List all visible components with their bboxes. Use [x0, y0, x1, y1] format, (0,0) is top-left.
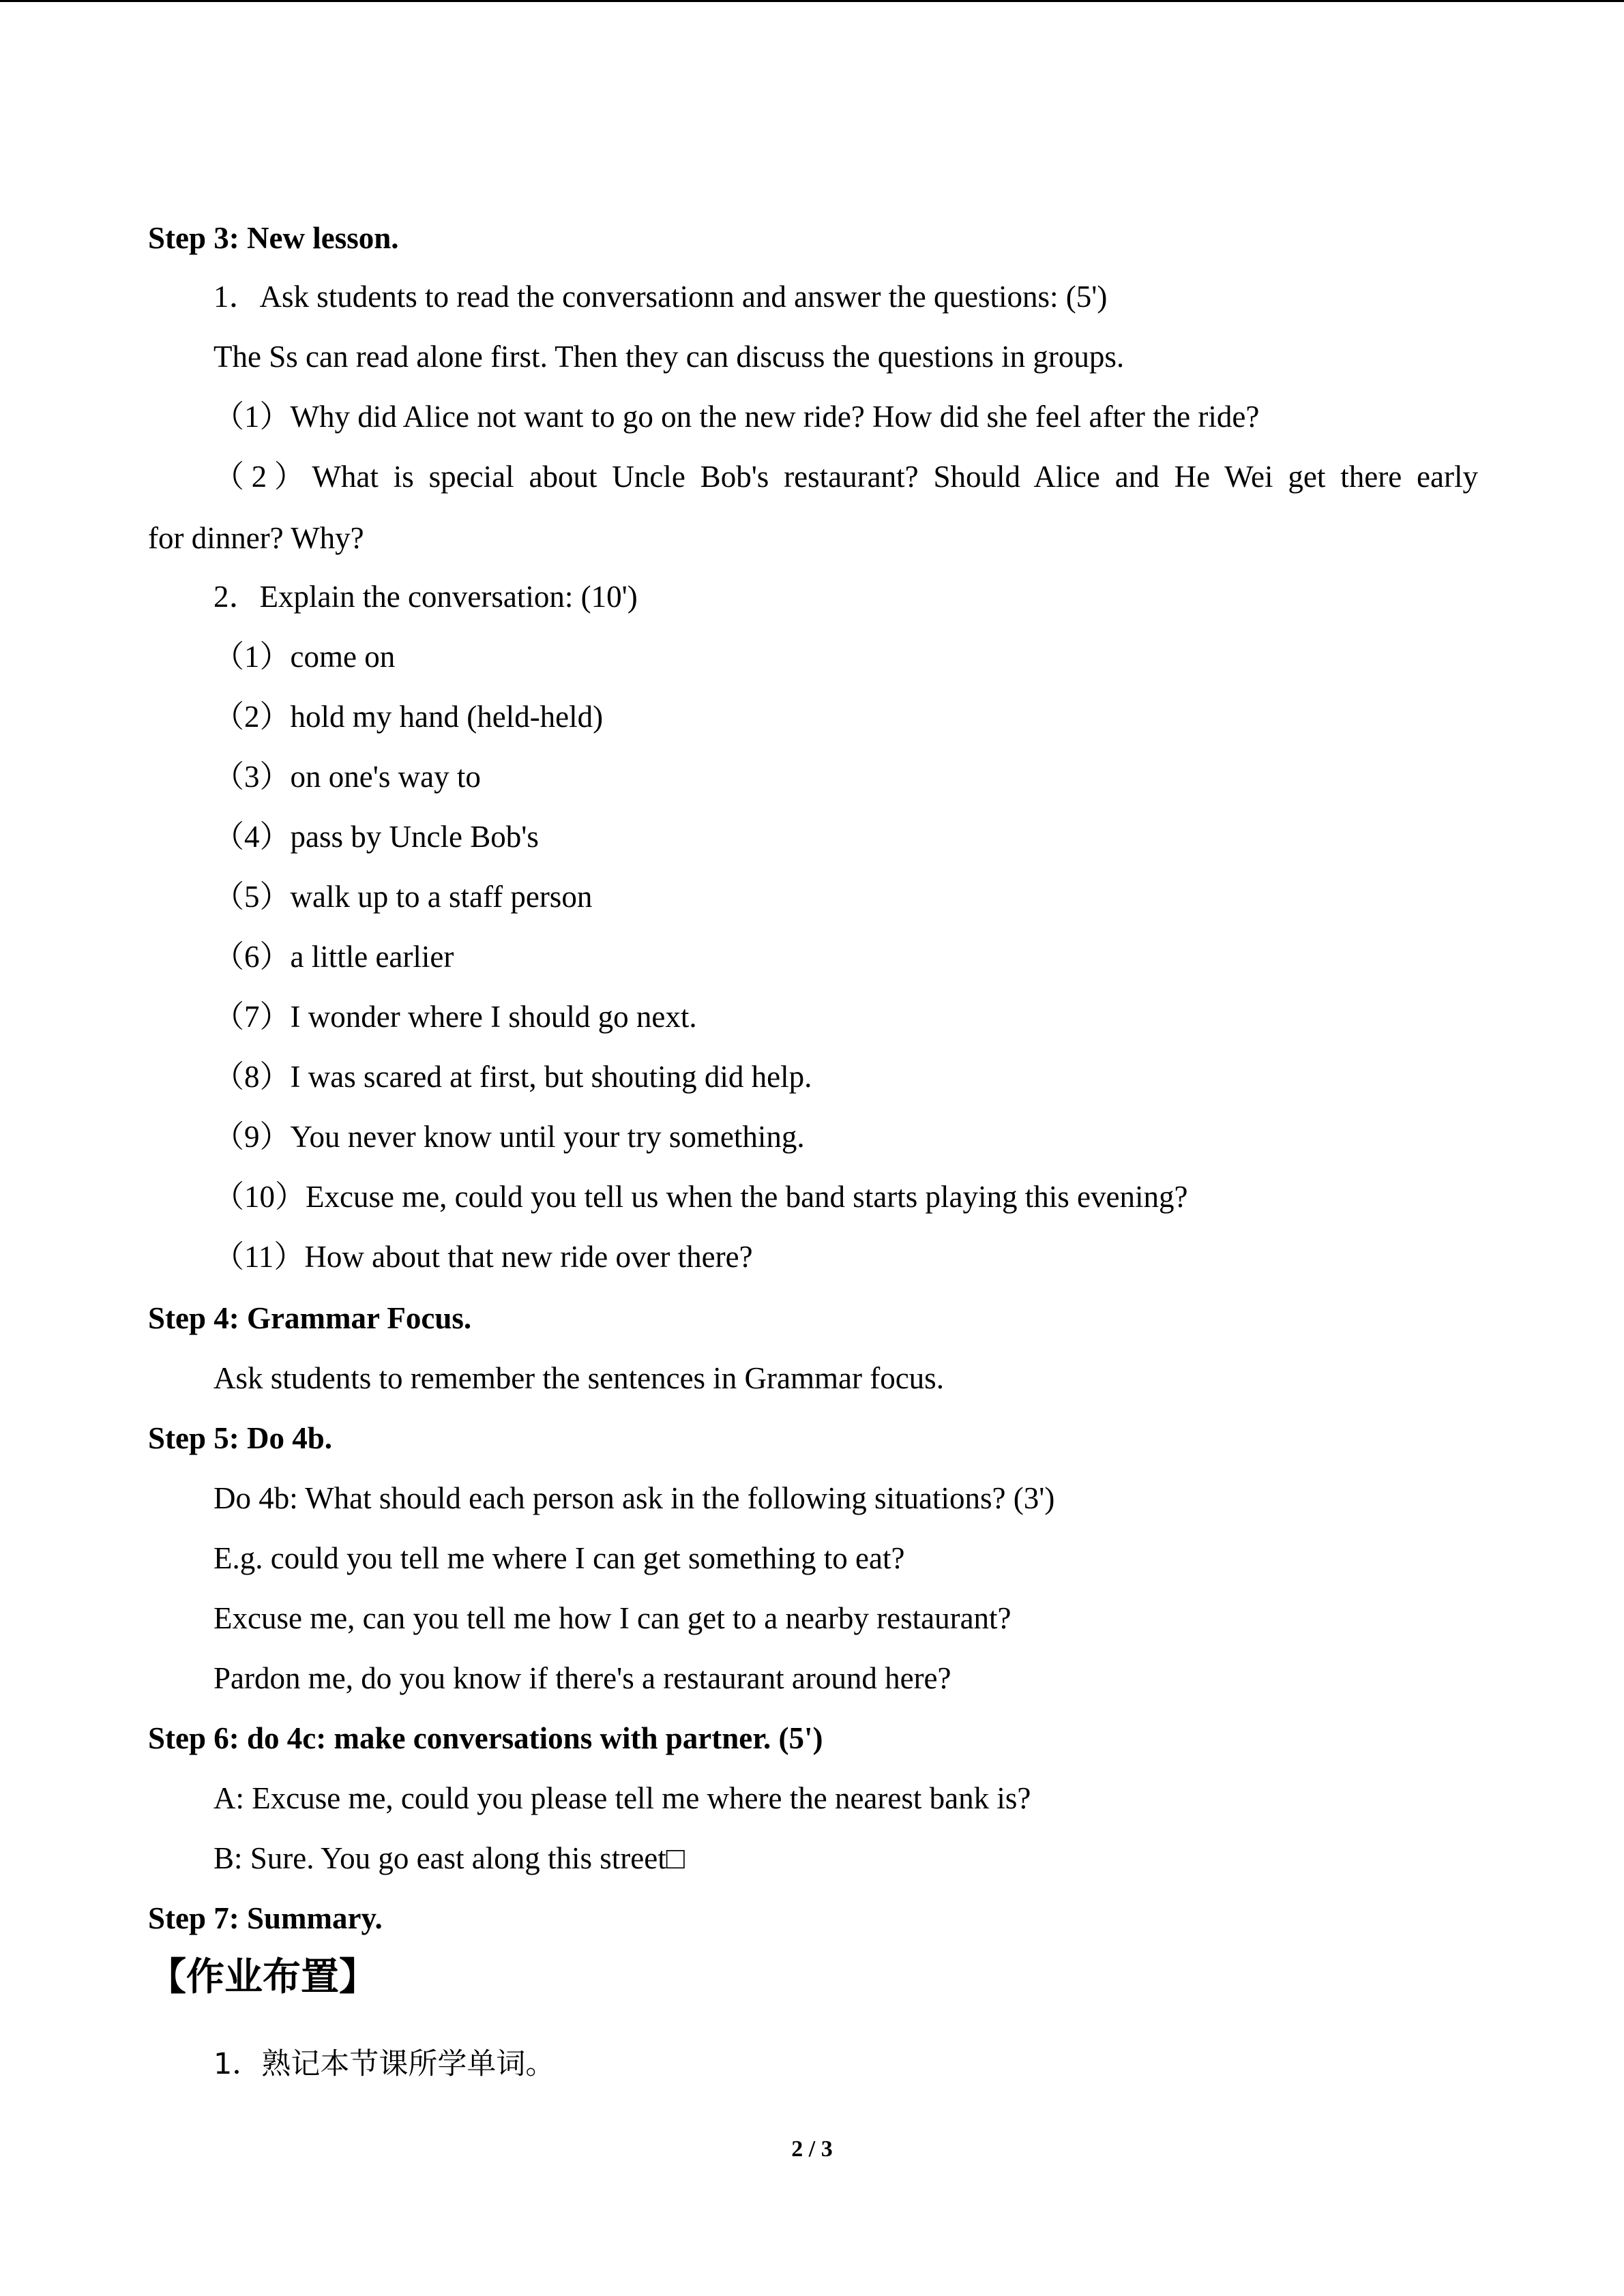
point-item: （5）walk up to a staff person [213, 880, 593, 914]
step6-heading: Step 6: do 4c: make conversations with partner. (5') [148, 1721, 823, 1755]
point-item: （6）a little earlier [213, 940, 454, 974]
step5-line: Do 4b: What should each person ask in the following situations? (3') [213, 1481, 1055, 1515]
page-top-border [0, 0, 1624, 2]
step7-heading: Step 7: Summary. [148, 1901, 383, 1935]
point-item: （2）hold my hand (held-held) [213, 700, 604, 734]
point-item: （1）come on [213, 640, 396, 674]
step3-intro: The Ss can read alone first. Then they can discuss the questions in groups. [213, 340, 1125, 374]
point-item: （8）I was scared at first, but shouting did help. [213, 1060, 812, 1094]
step3-question-2-line2: for dinner? Why? [148, 521, 364, 555]
step6-line: B: Sure. You go east along this street□ [213, 1841, 685, 1875]
point-item: （10）Excuse me, could you tell us when the band starts playing this evening? [213, 1180, 1188, 1214]
step5-line: Excuse me, can you tell me how I can get to a nearby restaurant? [213, 1601, 1012, 1635]
point-item: （7）I wonder where I should go next. [213, 1000, 697, 1034]
step6-line: A: Excuse me, could you please tell me where the nearest bank is? [213, 1781, 1031, 1815]
step3-question-2-line1: （2）What is special about Uncle Bob's restaurant? Should Alice and He Wei get there early [213, 460, 1478, 494]
page-number: 2 / 3 [791, 2136, 833, 2162]
step4-heading: Step 4: Grammar Focus. [148, 1301, 472, 1335]
step3-item-1: 1．Ask students to read the conversationn and answer the questions: (5') [213, 280, 1108, 314]
point-item: （11）How about that new ride over there? [213, 1240, 753, 1274]
step4-text: Ask students to remember the sentences in Grammar focus. [213, 1361, 944, 1395]
step5-line: Pardon me, do you know if there's a restaurant around here? [213, 1661, 951, 1695]
point-item: （3）on one's way to [213, 760, 481, 794]
step3-question-1: （1）Why did Alice not want to go on the new ride? How did she feel after the ride? [213, 400, 1260, 434]
point-item: （9）You never know until your try something. [213, 1120, 805, 1154]
homework-item-1: 1．熟记本节课所学单词。 [213, 2047, 555, 2081]
step5-line: E.g. could you tell me where I can get something to eat? [213, 1541, 905, 1575]
step3-item-2: 2．Explain the conversation: (10') [213, 580, 638, 614]
step3-heading: Step 3: New lesson. [148, 221, 399, 255]
point-item: （4）pass by Uncle Bob's [213, 820, 539, 854]
step5-heading: Step 5: Do 4b. [148, 1421, 333, 1455]
homework-heading: 【作业布置】 [148, 1955, 377, 1999]
